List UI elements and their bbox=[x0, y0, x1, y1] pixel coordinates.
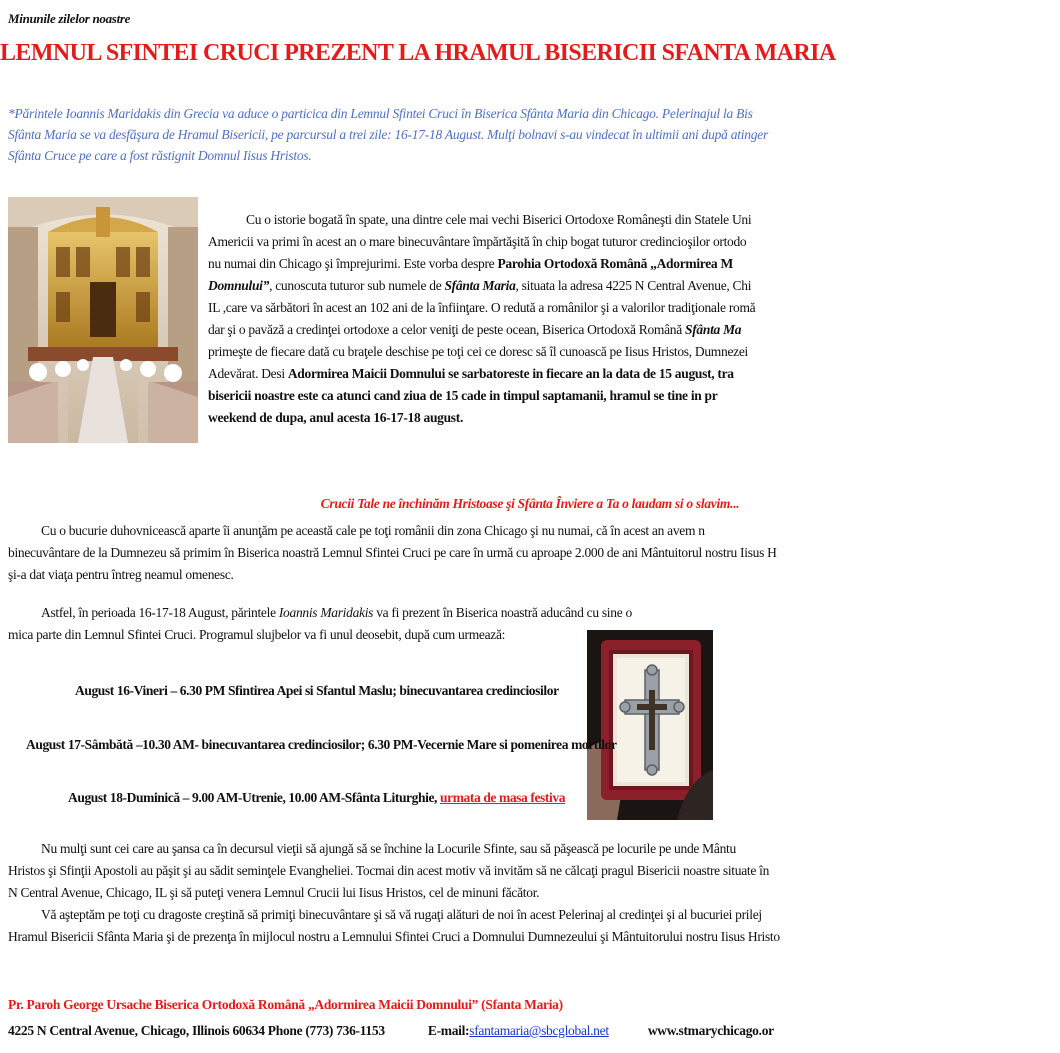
text-line bbox=[208, 319, 745, 341]
article-title: LEMNUL SFINTEI CRUCI PREZENT LA HRAMUL BISERICII SFANTA MARIA bbox=[0, 40, 836, 66]
footer-address: 4225 N Central Avenue, Chicago, Illinois 60634 Phone (773) 736-1153 bbox=[8, 1023, 385, 1038]
text-run: , cunoscuta tuturor sub numele de bbox=[269, 278, 445, 293]
priest-name: Ioannis Maridakis bbox=[278, 605, 374, 620]
text-run: Adevărat. Desi bbox=[208, 366, 288, 381]
text-line: binecuvântare de la Dumnezeu să primim în Biserica noastră Lemnul Sfintei Cruci pe care în urmă cu aproape 2.000 de ani Mântuitorul nostru Iisus H bbox=[8, 545, 777, 560]
text-run: Astfel, în perioada 16-17-18 August, părintele bbox=[41, 605, 279, 620]
parish-name: Parohia Ortodoxă Română „Adormirea M bbox=[497, 256, 733, 271]
feast-date-text: weekend de dupa, anul acesta 16-17-18 august. bbox=[208, 410, 464, 425]
cross-relic-photo bbox=[587, 630, 713, 820]
text-line bbox=[208, 407, 745, 429]
text-line: Vă aşteptăm pe toţi cu dragoste creştină să primiţi binecuvântare şi să vă rugaţi alături de noi în acest Pelerinaj al credinţei şi al bucuriei prilej bbox=[41, 907, 762, 922]
schedule-saturday: August 17-Sâmbătă –10.30 AM- binecuvantarea credinciosilor; 6.30 PM-Vecernie Mare si pomenirea mortilor bbox=[26, 737, 617, 752]
text-line: primeşte de fiecare dată cu braţele deschise pe toţi cei ce doresc să îl cunoască pe Iisus Hristos, Dumnezei bbox=[208, 344, 748, 359]
footer-signature: Pr. Paroh George Ursache Biserica Ortodoxă Română „Adormirea Maicii Domnului” (Sfanta Maria) bbox=[8, 997, 563, 1012]
text-line: Americii va primi în acest an o mare binecuvântare împărtăşită în chip bogat tuturor credincioşilor ortodo bbox=[208, 234, 747, 249]
text-run: va fi prezent în Biserica noastră aducând cu sine o bbox=[373, 605, 632, 620]
intro-line: Sfânta Maria se va desfăşura de Hramul Bisericii, pe parcursul a trei zile: 16-17-18 August. Mulţi bolnavi s-au vindecat în ultimii ani după atinger bbox=[8, 127, 769, 142]
text-line: IL ,care va sărbători în acest an 102 ani de la înfiinţare. O redută a românilor şi a valorilor tradiţionale romă bbox=[208, 300, 756, 315]
feast-date-text: Adormirea Maicii Domnului se sarbatoreste in fiecare an la data de 15 august, tra bbox=[287, 366, 734, 381]
text-run: nu numai din Chicago şi împrejurimi. Este vorba despre bbox=[208, 256, 498, 271]
schedule-sunday bbox=[68, 790, 565, 806]
parish-name-cont: Domnului” bbox=[208, 278, 270, 293]
invitation-paragraph bbox=[8, 838, 780, 948]
intro-line: Sfânta Cruce pe care a fost răstignit Domnul Iisus Hristos. bbox=[8, 148, 312, 163]
motto-line: Crucii Tale ne închinăm Hristoase şi Sfânta Înviere a Ta o laudam si o slavim... bbox=[320, 496, 740, 511]
text-line bbox=[208, 385, 745, 407]
feast-date-text: bisericii noastre este ca atunci cand ziua de 15 cade in timpul saptamanii, hramul se tine in pr bbox=[208, 388, 718, 403]
text-line bbox=[208, 275, 752, 297]
email-link[interactable]: sfantamaria@sbcglobal.net bbox=[469, 1023, 609, 1038]
program-paragraph bbox=[8, 602, 632, 646]
intro-paragraph bbox=[8, 103, 769, 166]
history-paragraph bbox=[208, 209, 756, 429]
text-line: şi-a dat viaţa pentru întreg neamul omenesc. bbox=[8, 567, 234, 582]
church-name: Sfânta Ma bbox=[685, 322, 742, 337]
text-run: , situata la adresa 4225 N Central Avenue, Chi bbox=[515, 278, 752, 293]
text-line bbox=[8, 602, 632, 624]
text-line bbox=[208, 253, 745, 275]
footer-contact bbox=[8, 1023, 774, 1039]
festive-meal-note: urmata de masa festiva bbox=[440, 790, 566, 805]
church-name: Sfânta Maria bbox=[444, 278, 516, 293]
text-line: Nu mulţi sunt cei care au şansa ca în decursul vieţii să ajungă să se închine la Locurile Sfinte, sau să păşească pe locurile pe unde Mântu bbox=[41, 841, 736, 856]
text-run: August 18-Duminică – 9.00 AM-Utrenie, 10.00 AM-Sfânta Liturghie, bbox=[68, 790, 440, 805]
text-line: Cu o bucurie duhovnicească aparte îi anunţăm pe această cale pe toţi românii din zona Chicago şi nu numai, că în acest an avem n bbox=[41, 523, 705, 538]
email-label: E-mail: bbox=[427, 1023, 470, 1038]
text-run: dar şi o pavăză a credinţei ortodoxe a celor veniţi de peste ocean, Biserica Ortodoxă Română bbox=[208, 322, 686, 337]
church-interior-photo bbox=[8, 197, 198, 443]
schedule-friday: August 16-Vineri – 6.30 PM Sfintirea Apei si Sfantul Maslu; binecuvantarea credinciosilor bbox=[75, 683, 559, 698]
text-line: N Central Avenue, Chicago, IL şi să puteţi venera Lemnul Crucii lui Iisus Hristos, cel de minuni făcător. bbox=[8, 885, 540, 900]
text-line: Hristos şi Sfinţii Apostoli au păşit şi au sădit seminţele Evangheliei. Tocmai din acest motiv vă invităm să ne călcaţi pragul Bisericii noastre situate în bbox=[8, 863, 770, 878]
text-line bbox=[208, 363, 745, 385]
section-label: Minunile zilelor noastre bbox=[8, 11, 131, 26]
text-line: Cu o istorie bogată în spate, una dintre cele mai vechi Biserici Ortodoxe Româneşti din Statele Uni bbox=[246, 212, 752, 227]
announcement-paragraph bbox=[8, 520, 777, 586]
text-line: mica parte din Lemnul Sfintei Cruci. Programul slujbelor va fi unul deosebit, după cum urmează: bbox=[8, 627, 506, 642]
website-link[interactable]: www.stmarychicago.or bbox=[647, 1023, 774, 1038]
intro-line: *Părintele Ioannis Maridakis din Grecia va aduce o particica din Lemnul Sfintei Cruci în Biserica Sfânta Maria din Chicago. Pelerinajul la Bis bbox=[8, 106, 753, 121]
text-line: Hramul Bisericii Sfânta Maria şi de prezenţa în mijlocul nostru a Lemnului Sfintei Cruci a Domnului Dumnezeului şi Mântuitorului nostru Iisus Hristo bbox=[8, 929, 780, 944]
